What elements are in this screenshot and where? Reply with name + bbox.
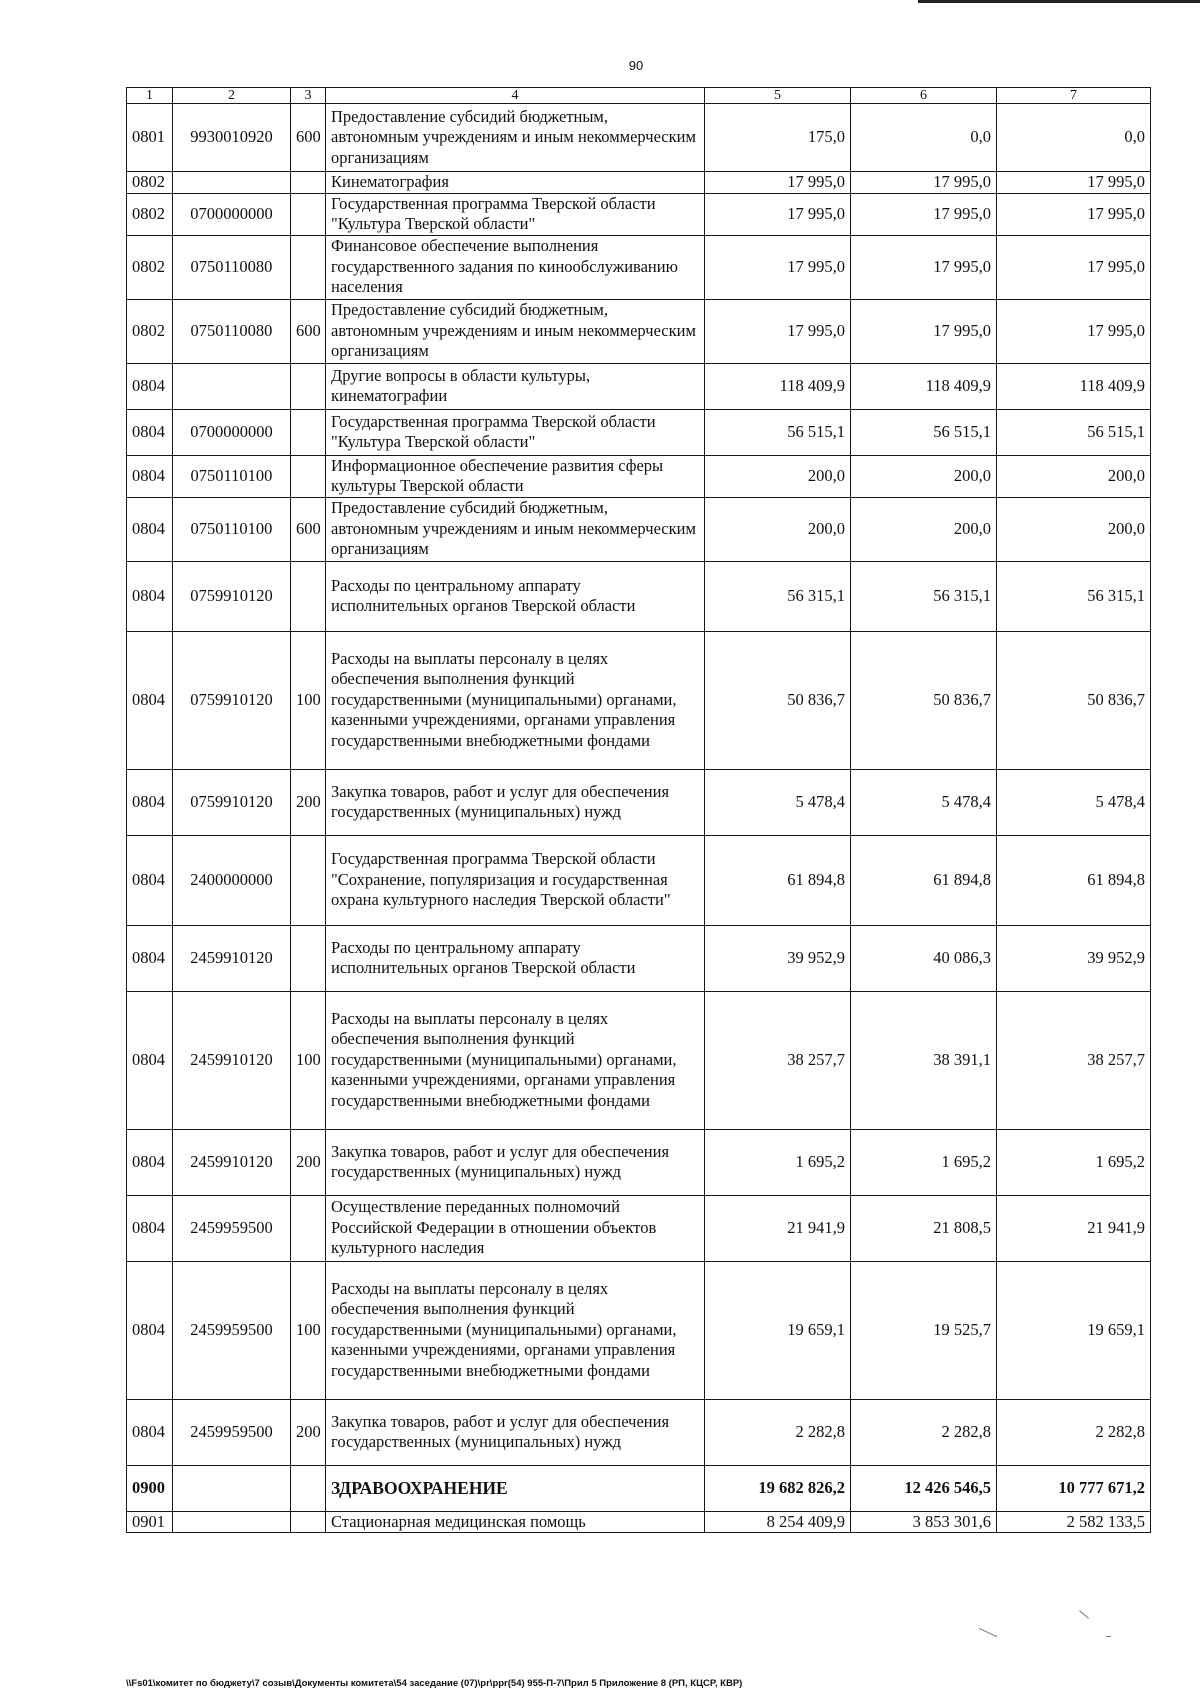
section-code: 0804: [127, 409, 173, 455]
table-row: [127, 561, 1151, 631]
amount-col-6: 3 853 301,6: [851, 1511, 997, 1533]
amount-col-5: 50 836,7: [705, 631, 851, 769]
amount-col-5: 175,0: [705, 104, 851, 172]
amount-col-7: 2 282,8: [997, 1399, 1151, 1465]
target-article-code: 0759910120: [173, 631, 291, 769]
section-code: 0804: [127, 835, 173, 925]
target-article-code: 2459959500: [173, 1195, 291, 1261]
item-name: Финансовое обеспечение выполнения государственного задания по кинообслуживанию населения: [326, 235, 705, 299]
amount-col-7: 200,0: [997, 497, 1151, 561]
amount-col-6: 61 894,8: [851, 835, 997, 925]
item-name: Государственная программа Тверской области "Культура Тверской области": [326, 193, 705, 235]
section-code: 0804: [127, 1261, 173, 1399]
amount-col-6: 38 391,1: [851, 991, 997, 1129]
amount-col-6: 118 409,9: [851, 363, 997, 409]
section-code: 0801: [127, 104, 173, 172]
amount-col-6: 2 282,8: [851, 1399, 997, 1465]
amount-col-5: 8 254 409,9: [705, 1511, 851, 1533]
item-name: Другие вопросы в области культуры, кинематографии: [326, 363, 705, 409]
expense-type-code: [291, 835, 326, 925]
amount-col-7: 56 315,1: [997, 561, 1151, 631]
amount-col-6: 5 478,4: [851, 769, 997, 835]
amount-col-5: 17 995,0: [705, 299, 851, 363]
page-number: 90: [628, 58, 644, 73]
expense-type-code: [291, 1465, 326, 1511]
column-header: 2: [173, 88, 291, 104]
item-name: Государственная программа Тверской области "Сохранение, популяризация и государственная охрана культурного наследия Тверской области": [326, 835, 705, 925]
section-code: 0804: [127, 561, 173, 631]
amount-col-6: 56 515,1: [851, 409, 997, 455]
amount-col-5: 56 315,1: [705, 561, 851, 631]
amount-col-5: 200,0: [705, 455, 851, 497]
target-article-code: [173, 1511, 291, 1533]
table-row: [127, 925, 1151, 991]
section-code: 0900: [127, 1465, 173, 1511]
amount-col-7: 50 836,7: [997, 631, 1151, 769]
item-name: Государственная программа Тверской области "Культура Тверской области": [326, 409, 705, 455]
item-name: Информационное обеспечение развития сферы культуры Тверской области: [326, 455, 705, 497]
section-code: 0802: [127, 172, 173, 194]
amount-col-5: 61 894,8: [705, 835, 851, 925]
item-name: Расходы по центральному аппарату исполнительных органов Тверской области: [326, 561, 705, 631]
table-row: [127, 835, 1151, 925]
amount-col-6: 40 086,3: [851, 925, 997, 991]
amount-col-6: 1 695,2: [851, 1129, 997, 1195]
item-name: Закупка товаров, работ и услуг для обеспечения государственных (муниципальных) нужд: [326, 769, 705, 835]
table-row: [127, 193, 1151, 235]
amount-col-7: 118 409,9: [997, 363, 1151, 409]
table-row: [127, 1195, 1151, 1261]
table-row: [127, 172, 1151, 194]
item-name: Кинематография: [326, 172, 705, 194]
table-row: [127, 363, 1151, 409]
amount-col-6: 200,0: [851, 455, 997, 497]
section-code: 0802: [127, 299, 173, 363]
expense-type-code: [291, 193, 326, 235]
item-name: Предоставление субсидий бюджетным, автономным учреждениям и иным некоммерческим организациям: [326, 299, 705, 363]
target-article-code: 2459959500: [173, 1399, 291, 1465]
table-row: [127, 409, 1151, 455]
target-article-code: 0750110080: [173, 235, 291, 299]
column-header: 6: [851, 88, 997, 104]
table-row: [127, 1261, 1151, 1399]
target-article-code: 0759910120: [173, 561, 291, 631]
expense-type-code: [291, 925, 326, 991]
section-code: 0804: [127, 769, 173, 835]
scan-speck: [1106, 1636, 1111, 1637]
target-article-code: 2459959500: [173, 1261, 291, 1399]
amount-col-5: 39 952,9: [705, 925, 851, 991]
table-header-row: [127, 88, 1151, 104]
item-name: Закупка товаров, работ и услуг для обеспечения государственных (муниципальных) нужд: [326, 1129, 705, 1195]
table-row: [127, 1511, 1151, 1533]
budget-table: [126, 87, 1151, 1533]
expense-type-code: 100: [291, 631, 326, 769]
section-code: 0802: [127, 235, 173, 299]
expense-type-code: [291, 409, 326, 455]
amount-col-5: 17 995,0: [705, 193, 851, 235]
amount-col-6: 17 995,0: [851, 193, 997, 235]
table-row: [127, 1129, 1151, 1195]
expense-type-code: [291, 235, 326, 299]
table-row: [127, 991, 1151, 1129]
expense-type-code: [291, 172, 326, 194]
section-code: 0804: [127, 631, 173, 769]
target-article-code: [173, 172, 291, 194]
target-article-code: 0750110080: [173, 299, 291, 363]
expense-type-code: 200: [291, 1399, 326, 1465]
expense-type-code: 600: [291, 497, 326, 561]
target-article-code: 0759910120: [173, 769, 291, 835]
target-article-code: 2459910120: [173, 991, 291, 1129]
amount-col-5: 38 257,7: [705, 991, 851, 1129]
amount-col-7: 5 478,4: [997, 769, 1151, 835]
amount-col-6: 50 836,7: [851, 631, 997, 769]
amount-col-7: 17 995,0: [997, 235, 1151, 299]
expense-type-code: 100: [291, 991, 326, 1129]
expense-type-code: [291, 561, 326, 631]
expense-type-code: [291, 1511, 326, 1533]
expense-type-code: 600: [291, 104, 326, 172]
amount-col-7: 17 995,0: [997, 172, 1151, 194]
amount-col-7: 0,0: [997, 104, 1151, 172]
table-row: [127, 1399, 1151, 1465]
amount-col-6: 12 426 546,5: [851, 1465, 997, 1511]
table-row: [127, 299, 1151, 363]
amount-col-5: 21 941,9: [705, 1195, 851, 1261]
table-row: [127, 497, 1151, 561]
scan-speck: [1079, 1610, 1089, 1618]
table-row: [127, 455, 1151, 497]
amount-col-7: 61 894,8: [997, 835, 1151, 925]
amount-col-7: 200,0: [997, 455, 1151, 497]
table-row: [127, 104, 1151, 172]
expense-type-code: 200: [291, 1129, 326, 1195]
amount-col-7: 19 659,1: [997, 1261, 1151, 1399]
amount-col-7: 1 695,2: [997, 1129, 1151, 1195]
target-article-code: [173, 1465, 291, 1511]
column-header: 1: [127, 88, 173, 104]
target-article-code: [173, 363, 291, 409]
item-name: Расходы на выплаты персоналу в целях обеспечения выполнения функций государственными (муниципальными) органами, казенными учреждениями, органами управления государственными внебюджетными фондами: [326, 1261, 705, 1399]
amount-col-6: 17 995,0: [851, 172, 997, 194]
item-name: Расходы на выплаты персоналу в целях обеспечения выполнения функций государственными (муниципальными) органами, казенными учреждениями, органами управления государственными внебюджетными фондами: [326, 991, 705, 1129]
section-code: 0802: [127, 193, 173, 235]
amount-col-5: 200,0: [705, 497, 851, 561]
target-article-code: 2459910120: [173, 925, 291, 991]
amount-col-5: 19 682 826,2: [705, 1465, 851, 1511]
target-article-code: 2400000000: [173, 835, 291, 925]
amount-col-7: 2 582 133,5: [997, 1511, 1151, 1533]
amount-col-7: 56 515,1: [997, 409, 1151, 455]
amount-col-6: 200,0: [851, 497, 997, 561]
section-code: 0901: [127, 1511, 173, 1533]
item-name: Предоставление субсидий бюджетным, автономным учреждениям и иным некоммерческим организациям: [326, 104, 705, 172]
expense-type-code: [291, 363, 326, 409]
table-row: [127, 1465, 1151, 1511]
target-article-code: 2459910120: [173, 1129, 291, 1195]
item-name: ЗДРАВООХРАНЕНИЕ: [326, 1465, 705, 1511]
section-code: 0804: [127, 925, 173, 991]
column-header: 5: [705, 88, 851, 104]
section-code: 0804: [127, 1129, 173, 1195]
expense-type-code: [291, 455, 326, 497]
amount-col-5: 19 659,1: [705, 1261, 851, 1399]
file-path-footer: \\Fs01\комитет по бюджету\7 созыв\Документы комитета\54 заседание (07)\pr\ppr(54) 955-П-7\Прил 5 Приложение 8 (РП, КЦСР, КВР): [126, 1678, 743, 1689]
section-code: 0804: [127, 363, 173, 409]
section-code: 0804: [127, 497, 173, 561]
amount-col-6: 19 525,7: [851, 1261, 997, 1399]
amount-col-5: 56 515,1: [705, 409, 851, 455]
section-code: 0804: [127, 455, 173, 497]
scan-speck: [979, 1628, 998, 1637]
expense-type-code: 200: [291, 769, 326, 835]
expense-type-code: [291, 1195, 326, 1261]
target-article-code: 9930010920: [173, 104, 291, 172]
column-header: 7: [997, 88, 1151, 104]
amount-col-7: 21 941,9: [997, 1195, 1151, 1261]
expense-type-code: 600: [291, 299, 326, 363]
column-header: 4: [326, 88, 705, 104]
amount-col-7: 39 952,9: [997, 925, 1151, 991]
column-header: 3: [291, 88, 326, 104]
expense-type-code: 100: [291, 1261, 326, 1399]
target-article-code: 0750110100: [173, 455, 291, 497]
amount-col-6: 17 995,0: [851, 299, 997, 363]
amount-col-5: 2 282,8: [705, 1399, 851, 1465]
item-name: Стационарная медицинская помощь: [326, 1511, 705, 1533]
target-article-code: 0700000000: [173, 193, 291, 235]
item-name: Предоставление субсидий бюджетным, автономным учреждениям и иным некоммерческим организациям: [326, 497, 705, 561]
section-code: 0804: [127, 1195, 173, 1261]
amount-col-6: 0,0: [851, 104, 997, 172]
amount-col-6: 21 808,5: [851, 1195, 997, 1261]
target-article-code: 0750110100: [173, 497, 291, 561]
amount-col-7: 17 995,0: [997, 299, 1151, 363]
amount-col-5: 17 995,0: [705, 235, 851, 299]
table-row: [127, 631, 1151, 769]
item-name: Расходы по центральному аппарату исполнительных органов Тверской области: [326, 925, 705, 991]
item-name: Расходы на выплаты персоналу в целях обеспечения выполнения функций государственными (муниципальными) органами, казенными учреждениями, органами управления государственными внебюджетными фондами: [326, 631, 705, 769]
amount-col-5: 17 995,0: [705, 172, 851, 194]
item-name: Осуществление переданных полномочий Российской Федерации в отношении объектов культурного наследия: [326, 1195, 705, 1261]
table-row: [127, 769, 1151, 835]
amount-col-7: 10 777 671,2: [997, 1465, 1151, 1511]
amount-col-6: 56 315,1: [851, 561, 997, 631]
amount-col-5: 5 478,4: [705, 769, 851, 835]
amount-col-5: 1 695,2: [705, 1129, 851, 1195]
amount-col-7: 38 257,7: [997, 991, 1151, 1129]
item-name: Закупка товаров, работ и услуг для обеспечения государственных (муниципальных) нужд: [326, 1399, 705, 1465]
section-code: 0804: [127, 1399, 173, 1465]
table-row: [127, 235, 1151, 299]
section-code: 0804: [127, 991, 173, 1129]
amount-col-6: 17 995,0: [851, 235, 997, 299]
amount-col-7: 17 995,0: [997, 193, 1151, 235]
scan-edge-line: [918, 0, 1200, 3]
amount-col-5: 118 409,9: [705, 363, 851, 409]
target-article-code: 0700000000: [173, 409, 291, 455]
